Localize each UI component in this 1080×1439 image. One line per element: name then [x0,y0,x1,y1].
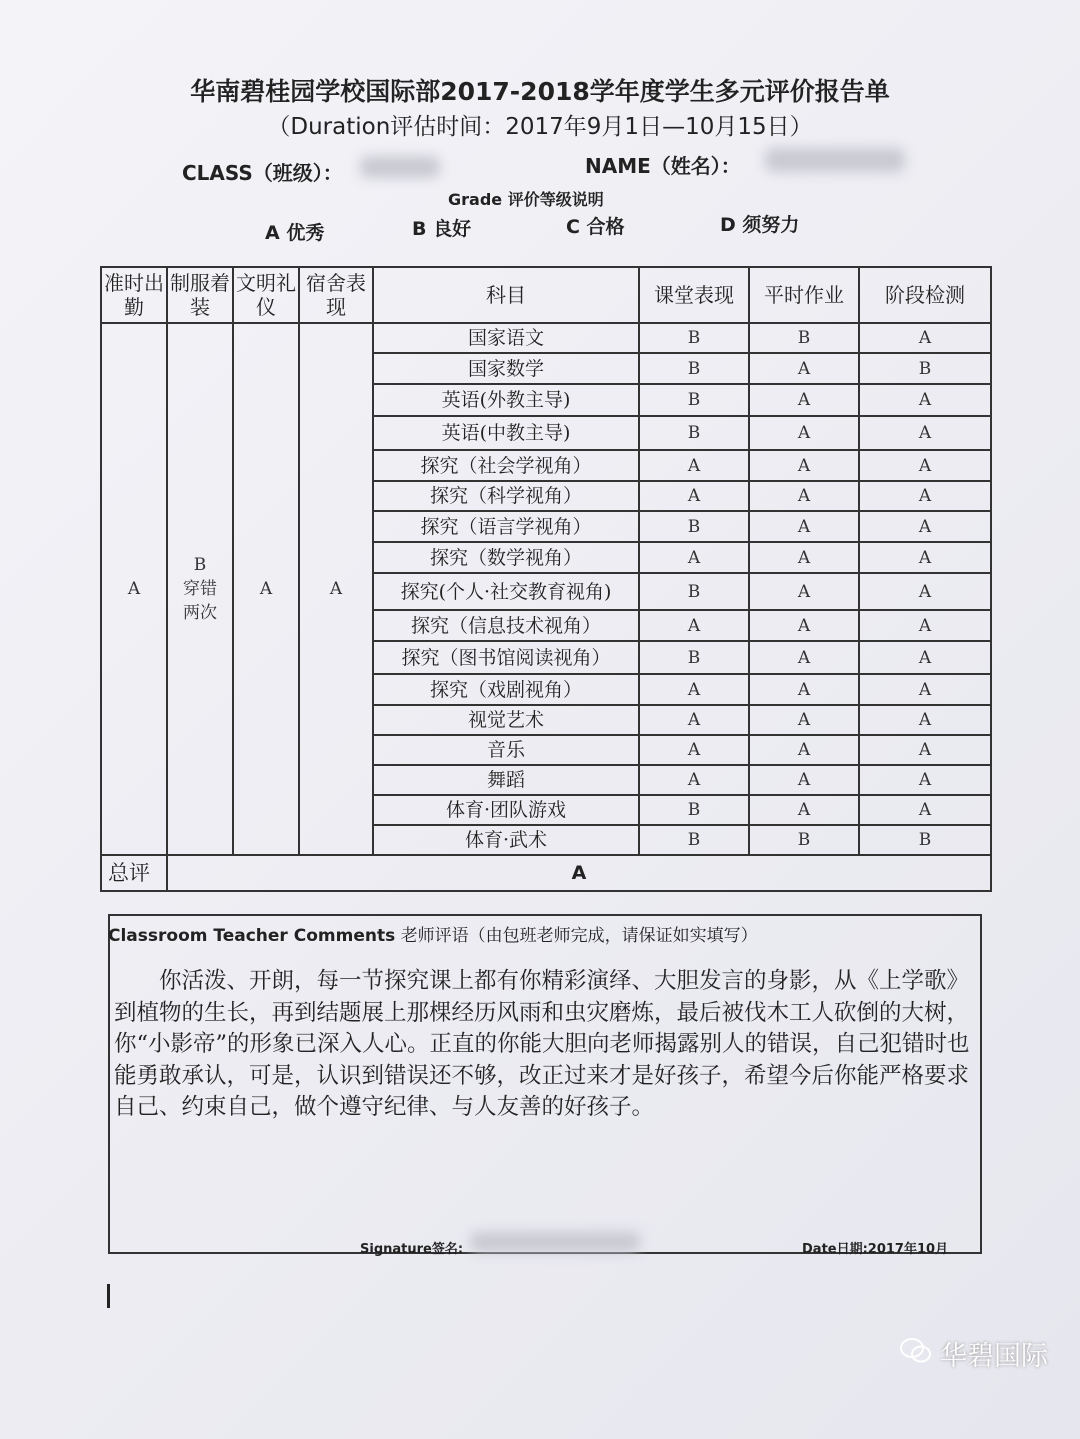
grade-test: B [859,825,991,855]
grade-test: A [859,481,991,511]
evaluation-table [100,266,992,892]
teacher-comments-box [108,914,982,1257]
subject-name: 探究（数学视角） [373,542,639,573]
grade-a: A 优秀 [265,222,325,244]
class-redacted [360,156,440,178]
header-homework: 平时作业 [749,267,859,323]
grade-homework: A [749,450,859,481]
grade-class: B [639,416,749,450]
subject-name: 视觉艺术 [373,705,639,735]
grade-class: A [639,705,749,735]
grade-test: A [859,795,991,825]
subject-name: 探究（社会学视角） [373,450,639,481]
grade-class: B [639,511,749,542]
attendance-grade: A [101,323,167,855]
text-cursor-mark [107,1284,110,1308]
grade-class: A [639,542,749,573]
subject-name: 探究（戏剧视角） [373,674,639,705]
grade-class: A [639,481,749,511]
grade-homework: A [749,674,859,705]
grade-homework: A [749,542,859,573]
header-dorm: 宿舍表现 [299,267,373,323]
grade-homework: B [749,825,859,855]
uniform-note-1: 穿错 [183,579,217,599]
subject-name: 探究（科学视角） [373,481,639,511]
subject-name: 国家数学 [373,353,639,384]
grade-homework: A [749,735,859,765]
grade-test: A [859,674,991,705]
subject-name: 音乐 [373,735,639,765]
grade-class: A [639,450,749,481]
overall-label: 总评 [101,855,167,891]
grade-test: A [859,450,991,481]
header-subject: 科目 [373,267,639,323]
comments-header-en: Classroom Teacher Comments [108,926,396,946]
manners-grade: A [233,323,299,855]
grade-test: A [859,384,991,416]
uniform-grade: B [193,555,207,575]
subject-name: 英语(中教主导) [373,416,639,450]
grade-class: B [639,641,749,674]
name-redacted [765,148,905,172]
report-title: 华南碧桂园学校国际部2017-2018学年度学生多元评价报告单 [190,77,890,106]
signature-redacted [470,1232,640,1252]
subject-name: 国家语文 [373,323,639,353]
wechat-icon [900,1337,932,1365]
grade-homework: A [749,481,859,511]
grade-class: B [639,573,749,610]
subject-name: 舞蹈 [373,765,639,795]
dorm-grade: A [299,323,373,855]
uniform-cell [167,323,233,855]
grade-class: B [639,825,749,855]
grade-class: B [639,795,749,825]
grade-class: A [639,610,749,641]
grade-class: B [639,353,749,384]
grade-test: A [859,765,991,795]
uniform-note-2: 两次 [183,603,217,623]
grade-homework: A [749,765,859,795]
comments-body: 你活泼、开朗，每一节探究课上都有你精彩演绎、大胆发言的身影，从《上学歌》到植物的生长，再到结题展上那棵经历风雨和虫灾磨炼，最后被伐木工人砍倒的大树，你“小影帝”的形象已深入人心。正直的你能大胆向老师揭露别人的错误，自己犯错时也能勇敢承认，可是，认识到错误还不够，改正过来才是好孩子，希望今后你能严格要求自己、约束自己，做个遵守纪律、与人友善的好孩子。 [114,968,970,1120]
overall-value: A [167,855,991,891]
grade-class: B [639,384,749,416]
grade-b: B 良好 [412,218,472,240]
signature-label: Signature签名: [360,1242,464,1257]
subject-name: 英语(外教主导) [373,384,639,416]
class-label: CLASS（班级）： [182,161,343,185]
subject-name: 探究(个人·社交教育视角) [373,573,639,610]
grade-c: C 合格 [566,216,625,238]
grade-homework: A [749,353,859,384]
grade-legend-title: Grade 评价等级说明 [448,190,604,209]
date-label: Date日期:2017年10月 [802,1242,949,1257]
grade-homework: B [749,323,859,353]
grade-class: A [639,674,749,705]
grade-class: A [639,735,749,765]
grade-homework: A [749,416,859,450]
subject-name: 体育·武术 [373,825,639,855]
watermark-text: 华碧国际 [940,1341,1048,1372]
grade-test: A [859,511,991,542]
subject-name: 探究（信息技术视角） [373,610,639,641]
grade-homework: A [749,795,859,825]
duration-line: （Duration评估时间：2017年9月1日—10月15日） [267,114,813,140]
grade-homework: A [749,384,859,416]
header-manners: 文明礼仪 [233,267,299,323]
grade-class: B [639,323,749,353]
grade-test: B [859,353,991,384]
header-class-performance: 课堂表现 [639,267,749,323]
grade-test: A [859,323,991,353]
grade-class: A [639,765,749,795]
grade-test: A [859,735,991,765]
subject-name: 体育·团队游戏 [373,795,639,825]
grade-homework: A [749,511,859,542]
grade-homework: A [749,573,859,610]
comments-header [108,921,758,946]
grade-d: D 须努力 [720,214,800,236]
header-uniform: 制服着装 [167,267,233,323]
grade-test: A [859,705,991,735]
header-attendance: 准时出勤 [101,267,167,323]
header-stage-test: 阶段检测 [859,267,991,323]
grade-test: A [859,573,991,610]
grade-homework: A [749,705,859,735]
subject-name: 探究（语言学视角） [373,511,639,542]
subject-name: 探究（图书馆阅读视角） [373,641,639,674]
grade-test: A [859,416,991,450]
grade-homework: A [749,641,859,674]
grade-test: A [859,641,991,674]
comments-header-cn: 老师评语（由包班老师完成，请保证如实填写） [395,926,758,946]
name-label: NAME（姓名）： [585,154,741,178]
grade-test: A [859,542,991,573]
grade-test: A [859,610,991,641]
grade-homework: A [749,610,859,641]
